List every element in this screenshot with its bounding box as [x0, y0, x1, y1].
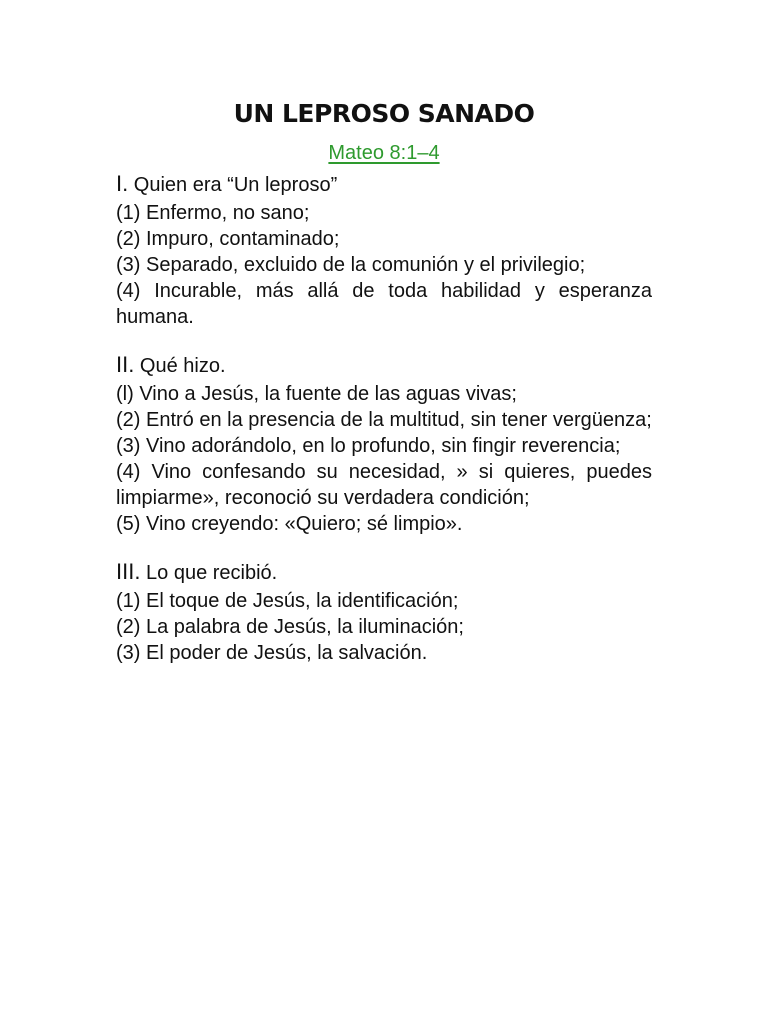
list-item: (1) Enfermo, no sano;	[116, 202, 310, 224]
page-title: UN LEPROSO SANADO	[233, 99, 535, 128]
section-numeral: III.	[116, 559, 141, 584]
list-item: (2) Entró en la presencia de la multitud, sin tener vergüenza;	[116, 409, 652, 431]
section-heading-text: Lo que recibió.	[146, 562, 278, 584]
section-heading-text: Qué hizo.	[139, 355, 226, 377]
list-item: (3) Vino adorándolo, en lo profundo, sin fingir reverencia;	[116, 435, 621, 457]
section-2	[116, 350, 652, 537]
section-heading	[116, 557, 652, 588]
section-1	[116, 169, 652, 330]
list-item: (2) La palabra de Jesús, la iluminación;	[116, 616, 464, 638]
document-page	[116, 96, 652, 686]
section-numeral: I.	[116, 171, 129, 196]
section-3	[116, 557, 652, 666]
list-item: (4) Vino confesando su necesidad, » si quieres, puedes limpiarme», reconoció su verdadera condición;	[116, 461, 652, 509]
list-item: (3) Separado, excluido de la comunión y el privilegio;	[116, 254, 586, 276]
section-heading-text: Quien era “Un leproso”	[133, 174, 338, 196]
scripture-reference-link[interactable]: Mateo 8:1–4	[328, 142, 440, 164]
list-item: (5) Vino creyendo: «Quiero; sé limpio».	[116, 513, 463, 535]
list-item: (l) Vino a Jesús, la fuente de las aguas vivas;	[116, 383, 517, 405]
list-item: (4) Incurable, más allá de toda habilidad y esperanza humana.	[116, 280, 652, 328]
list-item: (2) Impuro, contaminado;	[116, 228, 340, 250]
section-heading	[116, 169, 652, 200]
list-item: (1) El toque de Jesús, la identificación;	[116, 590, 459, 612]
list-item: (3) El poder de Jesús, la salvación.	[116, 642, 428, 664]
section-numeral: II.	[116, 352, 135, 377]
scripture-reference-wrap	[116, 142, 652, 165]
section-heading	[116, 350, 652, 381]
